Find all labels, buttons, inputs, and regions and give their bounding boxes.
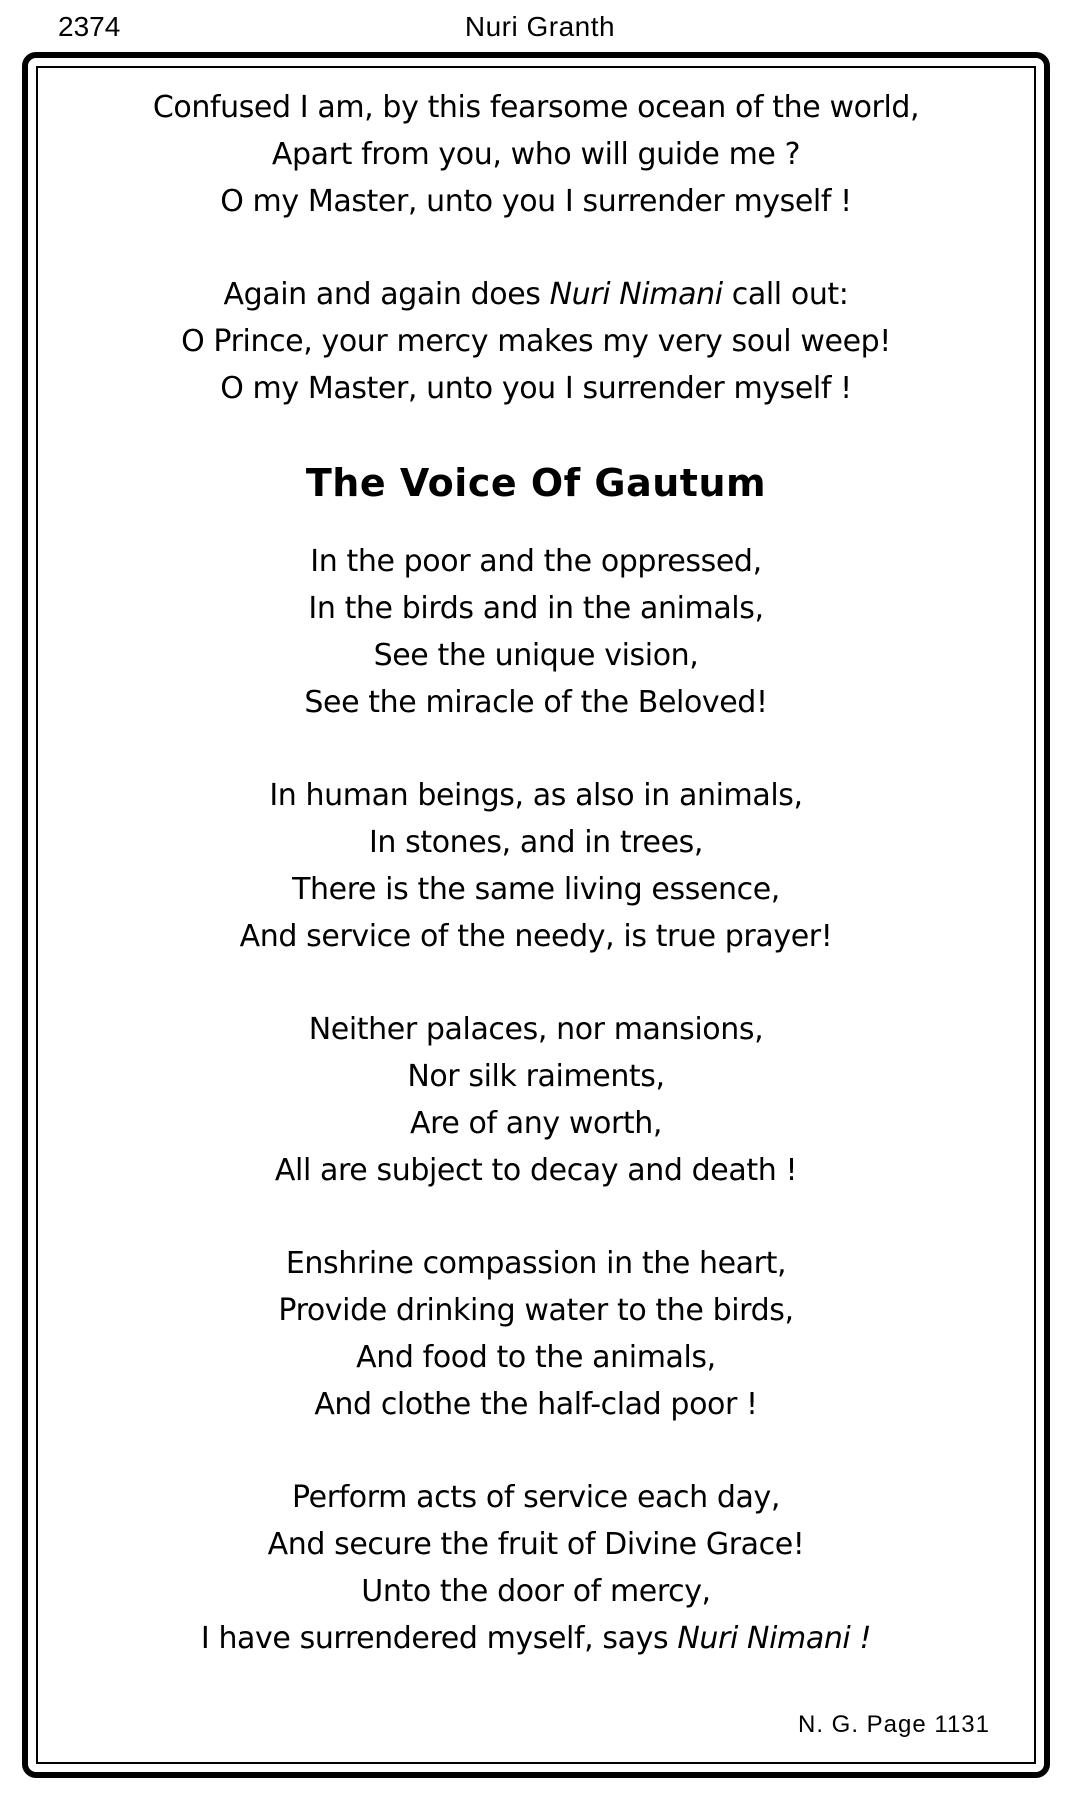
verse-line: O my Master, unto you I surrender myself !	[220, 184, 852, 219]
poem-body	[60, 538, 1012, 1662]
poem-stanza-5	[60, 1474, 1012, 1662]
verse-line: And food to the animals,	[356, 1340, 716, 1375]
verse-line: O Prince, your mercy makes my very soul weep!	[181, 324, 891, 359]
poem-stanza-4	[60, 1240, 1012, 1428]
verse-line: And service of the needy, is true prayer!	[239, 919, 833, 954]
verse-line: In stones, and in trees,	[368, 825, 704, 860]
verse-text: I have surrendered myself, says	[200, 1621, 678, 1656]
verse-line: Apart from you, who will guide me ?	[271, 137, 801, 172]
page-content	[60, 84, 1012, 1708]
verse-line: In the birds and in the animals,	[308, 591, 764, 626]
running-title: Nuri Granth	[464, 11, 616, 42]
verse-line: And clothe the half-clad poor !	[314, 1387, 758, 1422]
poem-stanza-1	[60, 538, 1012, 726]
prelude-stanza-1	[60, 84, 1012, 225]
poem-stanza-2	[60, 772, 1012, 960]
verse-line: Provide drinking water to the birds,	[278, 1293, 794, 1328]
prelude-stanza-2	[60, 271, 1012, 412]
verse-line: See the unique vision,	[373, 638, 699, 673]
verse-line: And secure the fruit of Divine Grace!	[267, 1527, 805, 1562]
verse-line: Are of any worth,	[409, 1106, 663, 1141]
verse-line: In human beings, as also in animals,	[269, 778, 803, 813]
poem-stanza-3	[60, 1006, 1012, 1194]
verse-text: Again and again does	[223, 277, 550, 312]
verse-text: call out:	[722, 277, 849, 312]
verse-line: All are subject to decay and death !	[274, 1153, 798, 1188]
verse-line: Neither palaces, nor mansions,	[308, 1012, 764, 1047]
verse-line: Confused I am, by this fearsome ocean of the world,	[152, 90, 920, 125]
verse-line: In the poor and the oppressed,	[310, 544, 762, 579]
poet-name: Nuri Nimani !	[677, 1621, 872, 1656]
verse-line: Enshrine compassion in the heart,	[285, 1246, 787, 1281]
verse-line	[60, 1615, 1012, 1662]
verse-line: Perform acts of service each day,	[292, 1480, 780, 1515]
page-number: 2374	[58, 11, 121, 42]
verse-line: Nor silk raiments,	[407, 1059, 665, 1094]
poem-title: The Voice Of Gautum	[305, 461, 767, 505]
verse-line	[60, 271, 1012, 318]
verse-line: O my Master, unto you I surrender myself !	[220, 371, 852, 406]
verse-line: Unto the door of mercy,	[361, 1574, 711, 1609]
page-reference: N. G. Page 1131	[798, 1711, 990, 1738]
verse-line: There is the same living essence,	[292, 872, 780, 907]
verse-line: See the miracle of the Beloved!	[304, 685, 768, 720]
poet-name: Nuri Nimani	[549, 277, 723, 312]
